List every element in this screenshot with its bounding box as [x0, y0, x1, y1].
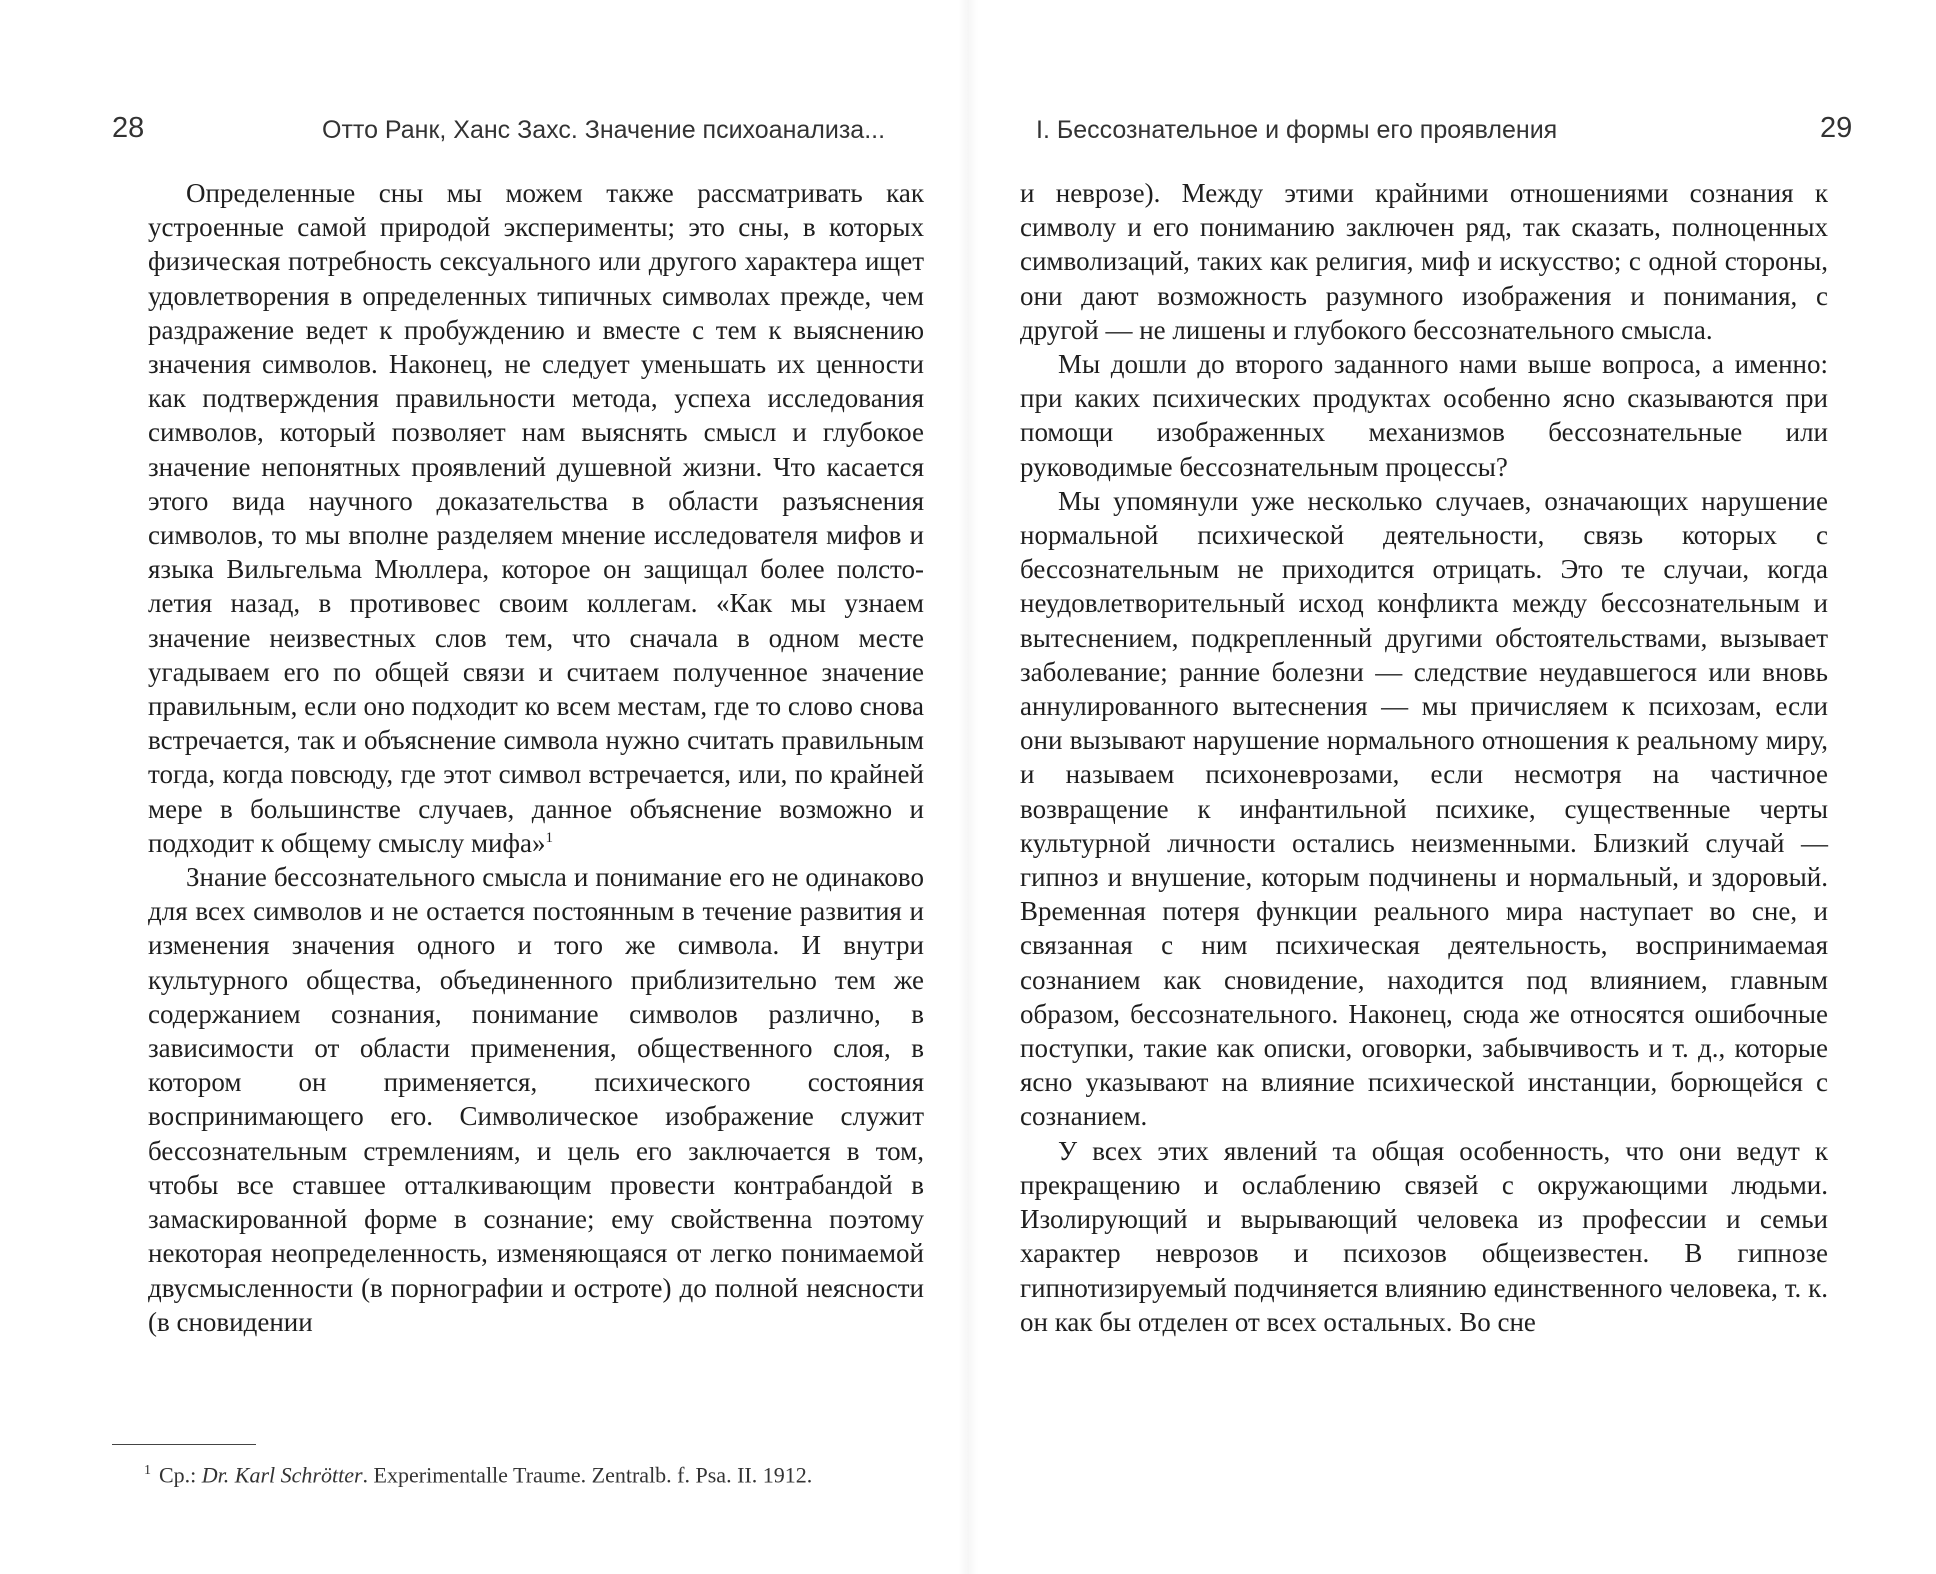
footnote-divider: [112, 1444, 256, 1445]
paragraph: и неврозе). Между этими крайними отношениями сознания к символу и его пониманию заключен ряд, так сказать, полноценных символизаций, таких как религия, миф и искусство; с одной стороны, они дают возможность разумного изображения и понимания, с другой — не лишены и глубокого бессознательного смысла.: [1020, 178, 1828, 345]
footnote: [144, 1456, 934, 1490]
footnote-prefix: Ср.:: [159, 1462, 202, 1488]
page-number-left: 28: [112, 112, 145, 144]
footnote-ref: 1: [545, 829, 553, 846]
footnote-mark: 1: [144, 1463, 151, 1478]
paragraph: У всех этих явлений та общая особенность, что они ведут к прекращению и ослаблению связей с окружающими людьми. Изолирующий и вырывающий человека из профессии и семьи характер неврозов и психозов общеизвестен. В гипнозе гипнотизируемый подчиняется влиянию единственного человека, т. к. он как бы отделен от всех остальных. Во сне: [1020, 1135, 1828, 1337]
right-body-text: [1020, 176, 1828, 1339]
running-head-right: I. Бессознательное и формы его проявления: [1036, 116, 1558, 144]
left-body-text: [148, 176, 924, 1339]
page-number-right: 29: [1820, 112, 1853, 144]
paragraph: Мы упомянули уже несколько случаев, означающих нарушение нормальной психической деятельности, связь которых с бессознательным не приходится отрицать. Это те случаи, когда неудовлетворительный исход конфликта между бессознательным и вытеснением, подкрепленный другими обстоятельствами, вызывает заболевание; ранние болезни — следствие неудавшегося или вновь аннулированного вытеснения — мы причисляем к психозам, если они вызывают нарушение нормального отношения к реальному миру, и называем психоневрозами, если несмотря на частичное возвращение к инфантильной психике, существенные черты культурной личности остались неизменными. Близкий случай — гипноз и внушение, которым подчинены и нормальный, и здоровый. Временная потеря функции реального мира наступает во сне, и связанная с ним психическая деятельность, воспринимаемая сознанием как сновидение, находится под влиянием, главным образом, бессознательного. Наконец, сюда же относятся ошибочные поступки, такие как описки, оговорки, забывчивость и т. д., которые ясно указывают на влияние психической инстанции, борющейся с сознанием.: [1020, 485, 1828, 1132]
footnote-citation: . Experimentalle Traume. Zentralb. f. Psa. II. 1912.: [362, 1462, 813, 1488]
paragraph: Знание бессознательного смысла и понимание его не одинаково для всех символов и не остается постоянным в течение развития и изменения значения одного и того же символа. И внутри культурного общества, объединенного приблизительно тем же содержанием сознания, понимание символов различно, в зависимости от области применения, общественного слоя, в котором он применяется, психического состояния воспринимающего его. Символическое изображение служит бессознательным стремлениям, и цель его заключается в том, чтобы все ставшее отталкивающим провести контрабандой в замаскированной форме в сознание; ему свойственна поэтому некоторая неопределенность, изменяющаяся от легко понимаемой двусмысленности (в порнографии и остроте) до полной неясности (в сновидении: [148, 862, 924, 1337]
paragraph: Мы дошли до второго заданного нами выше вопроса, а именно: при каких психических продуктах особенно ясно сказываются при помощи изображенных механизмов бессознательные или руководимые бессознательным процессы?: [1020, 349, 1828, 482]
right-page: [968, 0, 1936, 1574]
running-head-left: Отто Ранк, Ханс Захс. Значение психоанализа...: [322, 116, 886, 144]
footnote-author: Dr. Karl Schrötter: [201, 1462, 363, 1488]
paragraph-text: Определенные сны мы можем также рассматривать как устроенные самой природой эксперименты; это сны, в которых физическая потребность сексуального или другого характера ищет удовлетворения в определенных типичных символах прежде, чем раздражение ведет к пробуждению и вместе с тем к выяснению значения символов. Наконец, не следует уменьшать их ценности как подтверждения правильности метода, успеха исследования символов, который позволяет нам выяснять смысл и глубокое значение непонятных проявлений душевной жизни. Что касается этого вида научного доказательства в области разъяснения символов, то мы вполне разделяем мнение исследователя мифов и языка Вильгельма Мюллера, которое он защищал более полстолетия назад, в противовес своим коллегам. «Как мы узнаем значение неизвестных слов тем, что сначала в одном месте угадываем его по общей связи и считаем полученное значение правильным, если оно подходит ко всем местам, где то слово снова встречается, так и объяснение символа нужно считать правильным тогда, когда повсюду, где этот символ встречается, или, по крайней мере в большинстве случаев, данное объяснение возможно и подходит к общему смыслу мифа»: [148, 178, 924, 858]
paragraph: [148, 176, 924, 860]
